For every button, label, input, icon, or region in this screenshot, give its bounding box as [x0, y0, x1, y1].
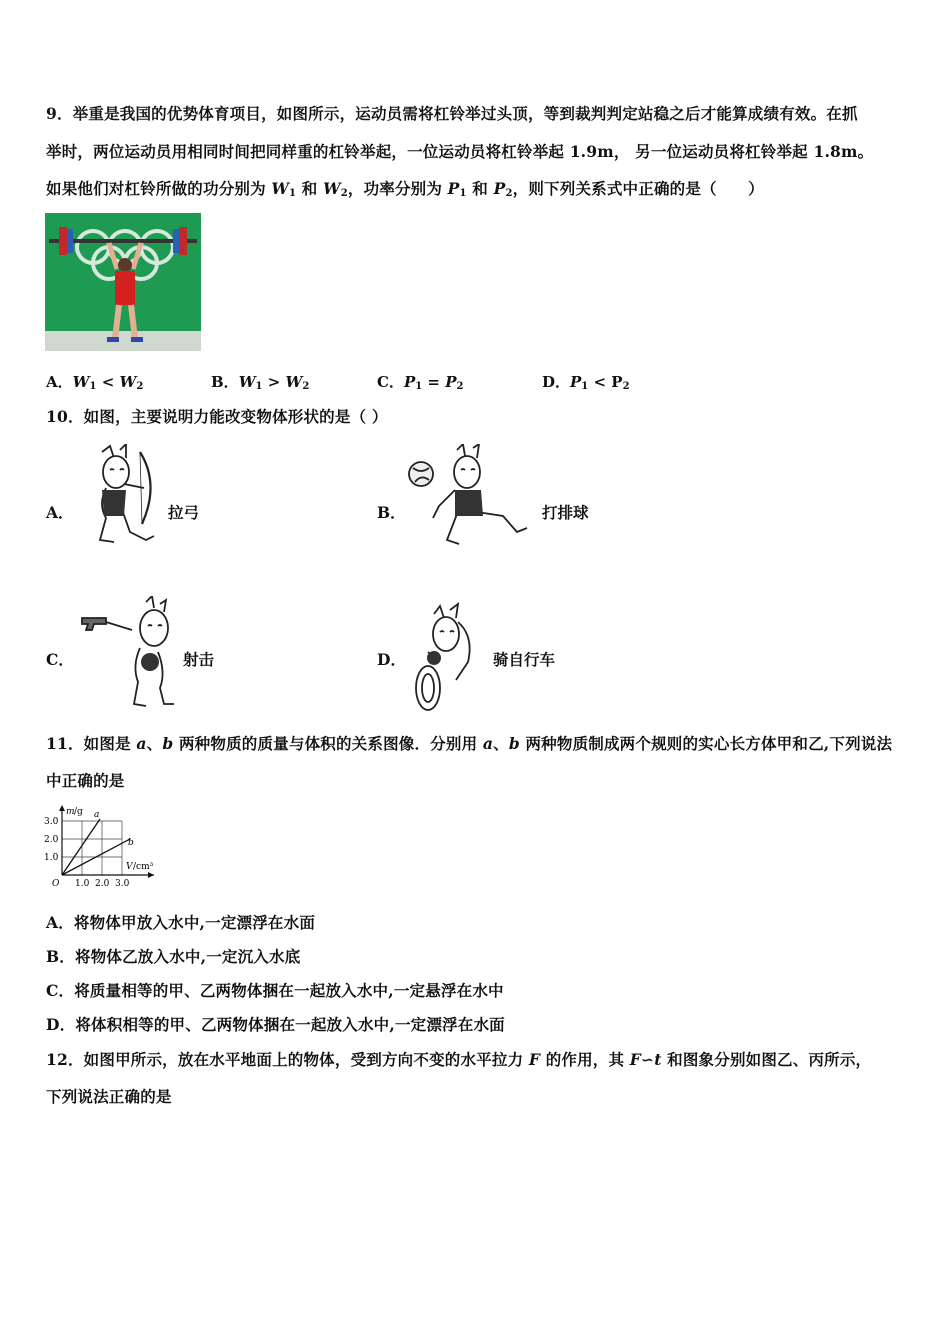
q10-stem: 10．如图，主要说明力能改变物体形状的是（ ）	[46, 407, 388, 426]
q9-option-b[interactable]: B．$W_1 > W_2$	[211, 373, 310, 392]
mass-volume-graph	[42, 801, 162, 893]
y-tick-1: 1.0	[44, 853, 59, 863]
q9-option-c[interactable]: C．$P_1 = P_2$	[377, 373, 464, 392]
q11-option-c[interactable]: C．将质量相等的甲、乙两物体捆在一起放入水中,一定悬浮在水中	[46, 981, 504, 1000]
y-tick-2: 2.0	[44, 835, 59, 845]
q10-option-c-letter[interactable]: C．	[46, 650, 74, 669]
y-tick-3: 3.0	[44, 817, 59, 827]
q9-stem-line2: 举时，两位运动员用相同时间把同样重的杠铃举起，一位运动员将杠铃举起 1.9m， 另一位运动员将杠铃举起 1.8m。	[46, 142, 874, 161]
origin-label: O	[52, 879, 60, 889]
line-a-label: a	[94, 810, 100, 820]
q10-option-b-letter[interactable]: B．	[377, 503, 406, 522]
goat-cyclist-figure	[408, 602, 488, 712]
q11-option-a[interactable]: A．将物体甲放入水中,一定漂浮在水面	[46, 913, 316, 932]
x-tick-2: 2.0	[95, 879, 110, 889]
goat-shooter-figure	[80, 596, 176, 708]
q9-option-d[interactable]: D．$P_1 < P_2$	[542, 373, 630, 392]
series-line-a	[62, 819, 100, 875]
q12-stem-line2: 下列说法正确的是	[46, 1087, 172, 1106]
weightlifter-photo	[45, 213, 201, 351]
q11-option-b[interactable]: B．将物体乙放入水中,一定沉入水底	[46, 947, 301, 966]
q12-stem-line1: 12．如图甲所示，放在水平地面上的物体，受到方向不变的水平拉力 F 的作用，其 F∽t 和图象分别如图乙、丙所示，	[46, 1050, 872, 1069]
goat-archer-figure	[80, 444, 168, 552]
q9-stem-line1: 9．举重是我国的优势体育项目，如图所示，运动员需将杠铃举过头顶，等到裁判判定站稳之后才能算成绩有效。在抓	[46, 104, 858, 123]
q11-option-d[interactable]: D．将体积相等的甲、乙两物体捆在一起放入水中,一定漂浮在水面	[46, 1015, 505, 1034]
q11-stem-line2: 中正确的是	[46, 771, 125, 790]
line-b-label: b	[128, 838, 134, 848]
q10-option-d-letter[interactable]: D．	[377, 650, 406, 669]
q10-option-a-caption: 拉弓	[168, 503, 200, 522]
y-axis-var: m	[66, 807, 75, 817]
x-tick-3: 3.0	[115, 879, 130, 889]
q10-option-b-caption: 打排球	[542, 503, 589, 522]
goat-volleyball-figure	[405, 444, 535, 552]
x-axis-unit: /cm³	[133, 862, 154, 872]
q10-option-d-caption: 骑自行车	[493, 650, 556, 669]
x-axis-var: V	[126, 862, 133, 872]
q10-option-c-caption: 射击	[183, 650, 215, 669]
y-axis-unit: /g	[74, 807, 83, 817]
q9-stem-line3: 如果他们对杠铃所做的功分别为 $W_1$ 和 $W_2$，功率分别为 $P_1$ 和 $P_2$，则下列关系式中正确的是（ ）	[46, 179, 764, 199]
q10-option-a-letter[interactable]: A．	[46, 503, 74, 522]
q11-stem-line1: 11．如图是 a、b 两种物质的质量与体积的关系图像．分别用 a、b 两种物质制成两个规则的实心长方体甲和乙,下列说法	[46, 734, 893, 753]
q9-option-a[interactable]: A．$W_1 < W_2$	[46, 373, 144, 392]
x-tick-1: 1.0	[75, 879, 90, 889]
